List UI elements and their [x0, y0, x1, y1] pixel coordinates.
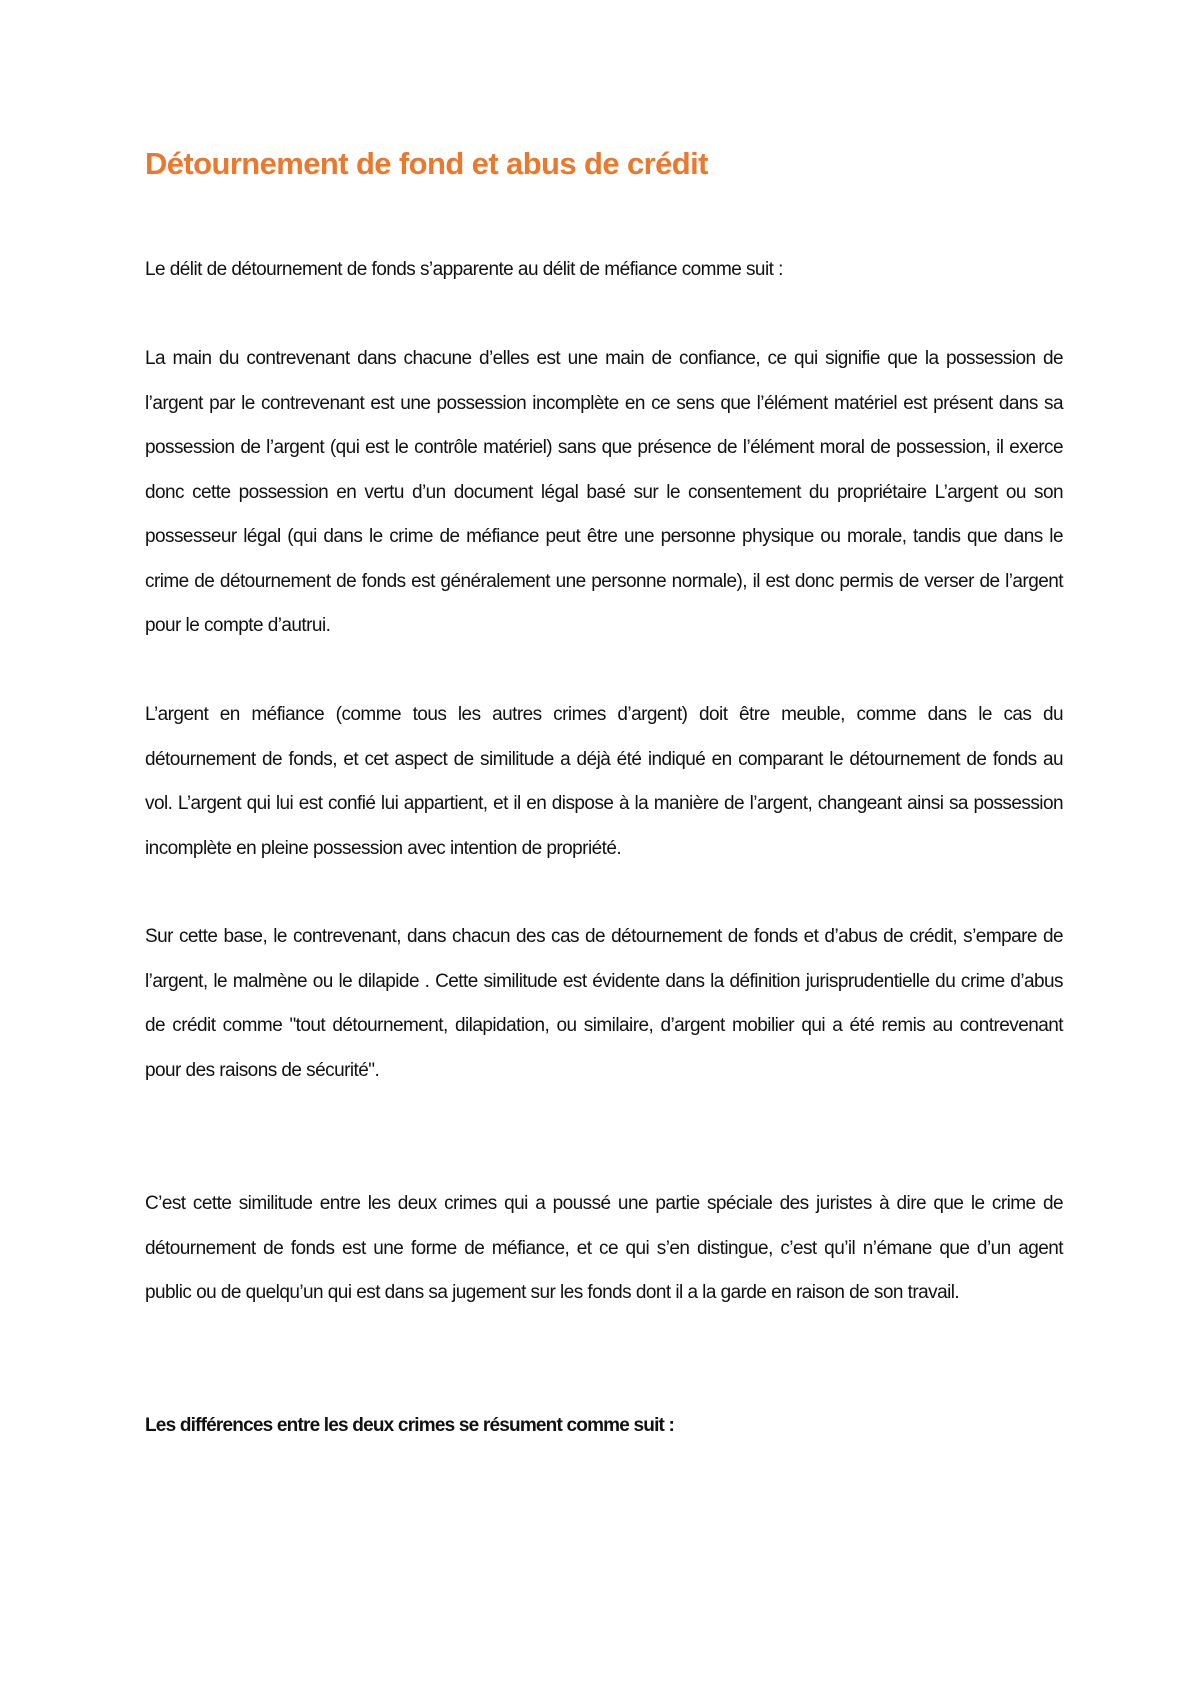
body-paragraph: L’argent en méfiance (comme tous les autres crimes d’argent) doit être meuble, comme dans le cas du détournement de fonds, et cet aspect de similitude a déjà été indiqué en comparant le détournement de fonds au vol. L’argent qui lui est confié lui appartient, et il en dispose à la manière de l’argent, changeant ainsi sa possession incomplète en pleine possession avec intention de propriété. — [145, 704, 1063, 859]
body-paragraph: C’est cette similitude entre les deux crimes qui a poussé une partie spéciale des juristes à dire que le crime de détournement de fonds est une forme de méfiance, et ce qui s’en distingue, c’est qu’il n’émane que d’un agent public ou de quelqu’un qui est dans sa jugement sur les fonds dont il a la garde en raison de son travail. — [145, 1193, 1063, 1303]
conclusion-heading: Les différences entre les deux crimes se résument comme suit : — [145, 1415, 675, 1436]
body-paragraph: Sur cette base, le contrevenant, dans chacun des cas de détournement de fonds et d’abus de crédit, s’empare de l’argent, le malmène ou le dilapide . Cette similitude est évidente dans la définition jurisprudentielle du crime d’abus de crédit comme "tout détournement, dilapidation, ou similaire, d’argent mobilier qui a été remis au contrevenant pour des raisons de sécurité". — [145, 926, 1063, 1081]
document-title: Détournement de fond et abus de crédit — [145, 146, 708, 181]
intro-paragraph: Le délit de détournement de fonds s’apparente au délit de méfiance comme suit : — [145, 259, 783, 280]
body-paragraph: La main du contrevenant dans chacune d’elles est une main de confiance, ce qui signifie que la possession de l’argent par le contrevenant est une possession incomplète en ce sens que l’élément matériel est présent dans sa possession de l’argent (qui est le contrôle matériel) sans que présence de l’élément moral de possession, il exerce donc cette possession en vertu d’un document légal basé sur le consentement du propriétaire L’argent ou son possesseur légal (qui dans le crime de méfiance peut être une personne physique ou morale, tandis que dans le crime de détournement de fonds est généralement une personne normale), il est donc permis de verser de l’argent pour le compte d’autrui. — [145, 348, 1063, 636]
